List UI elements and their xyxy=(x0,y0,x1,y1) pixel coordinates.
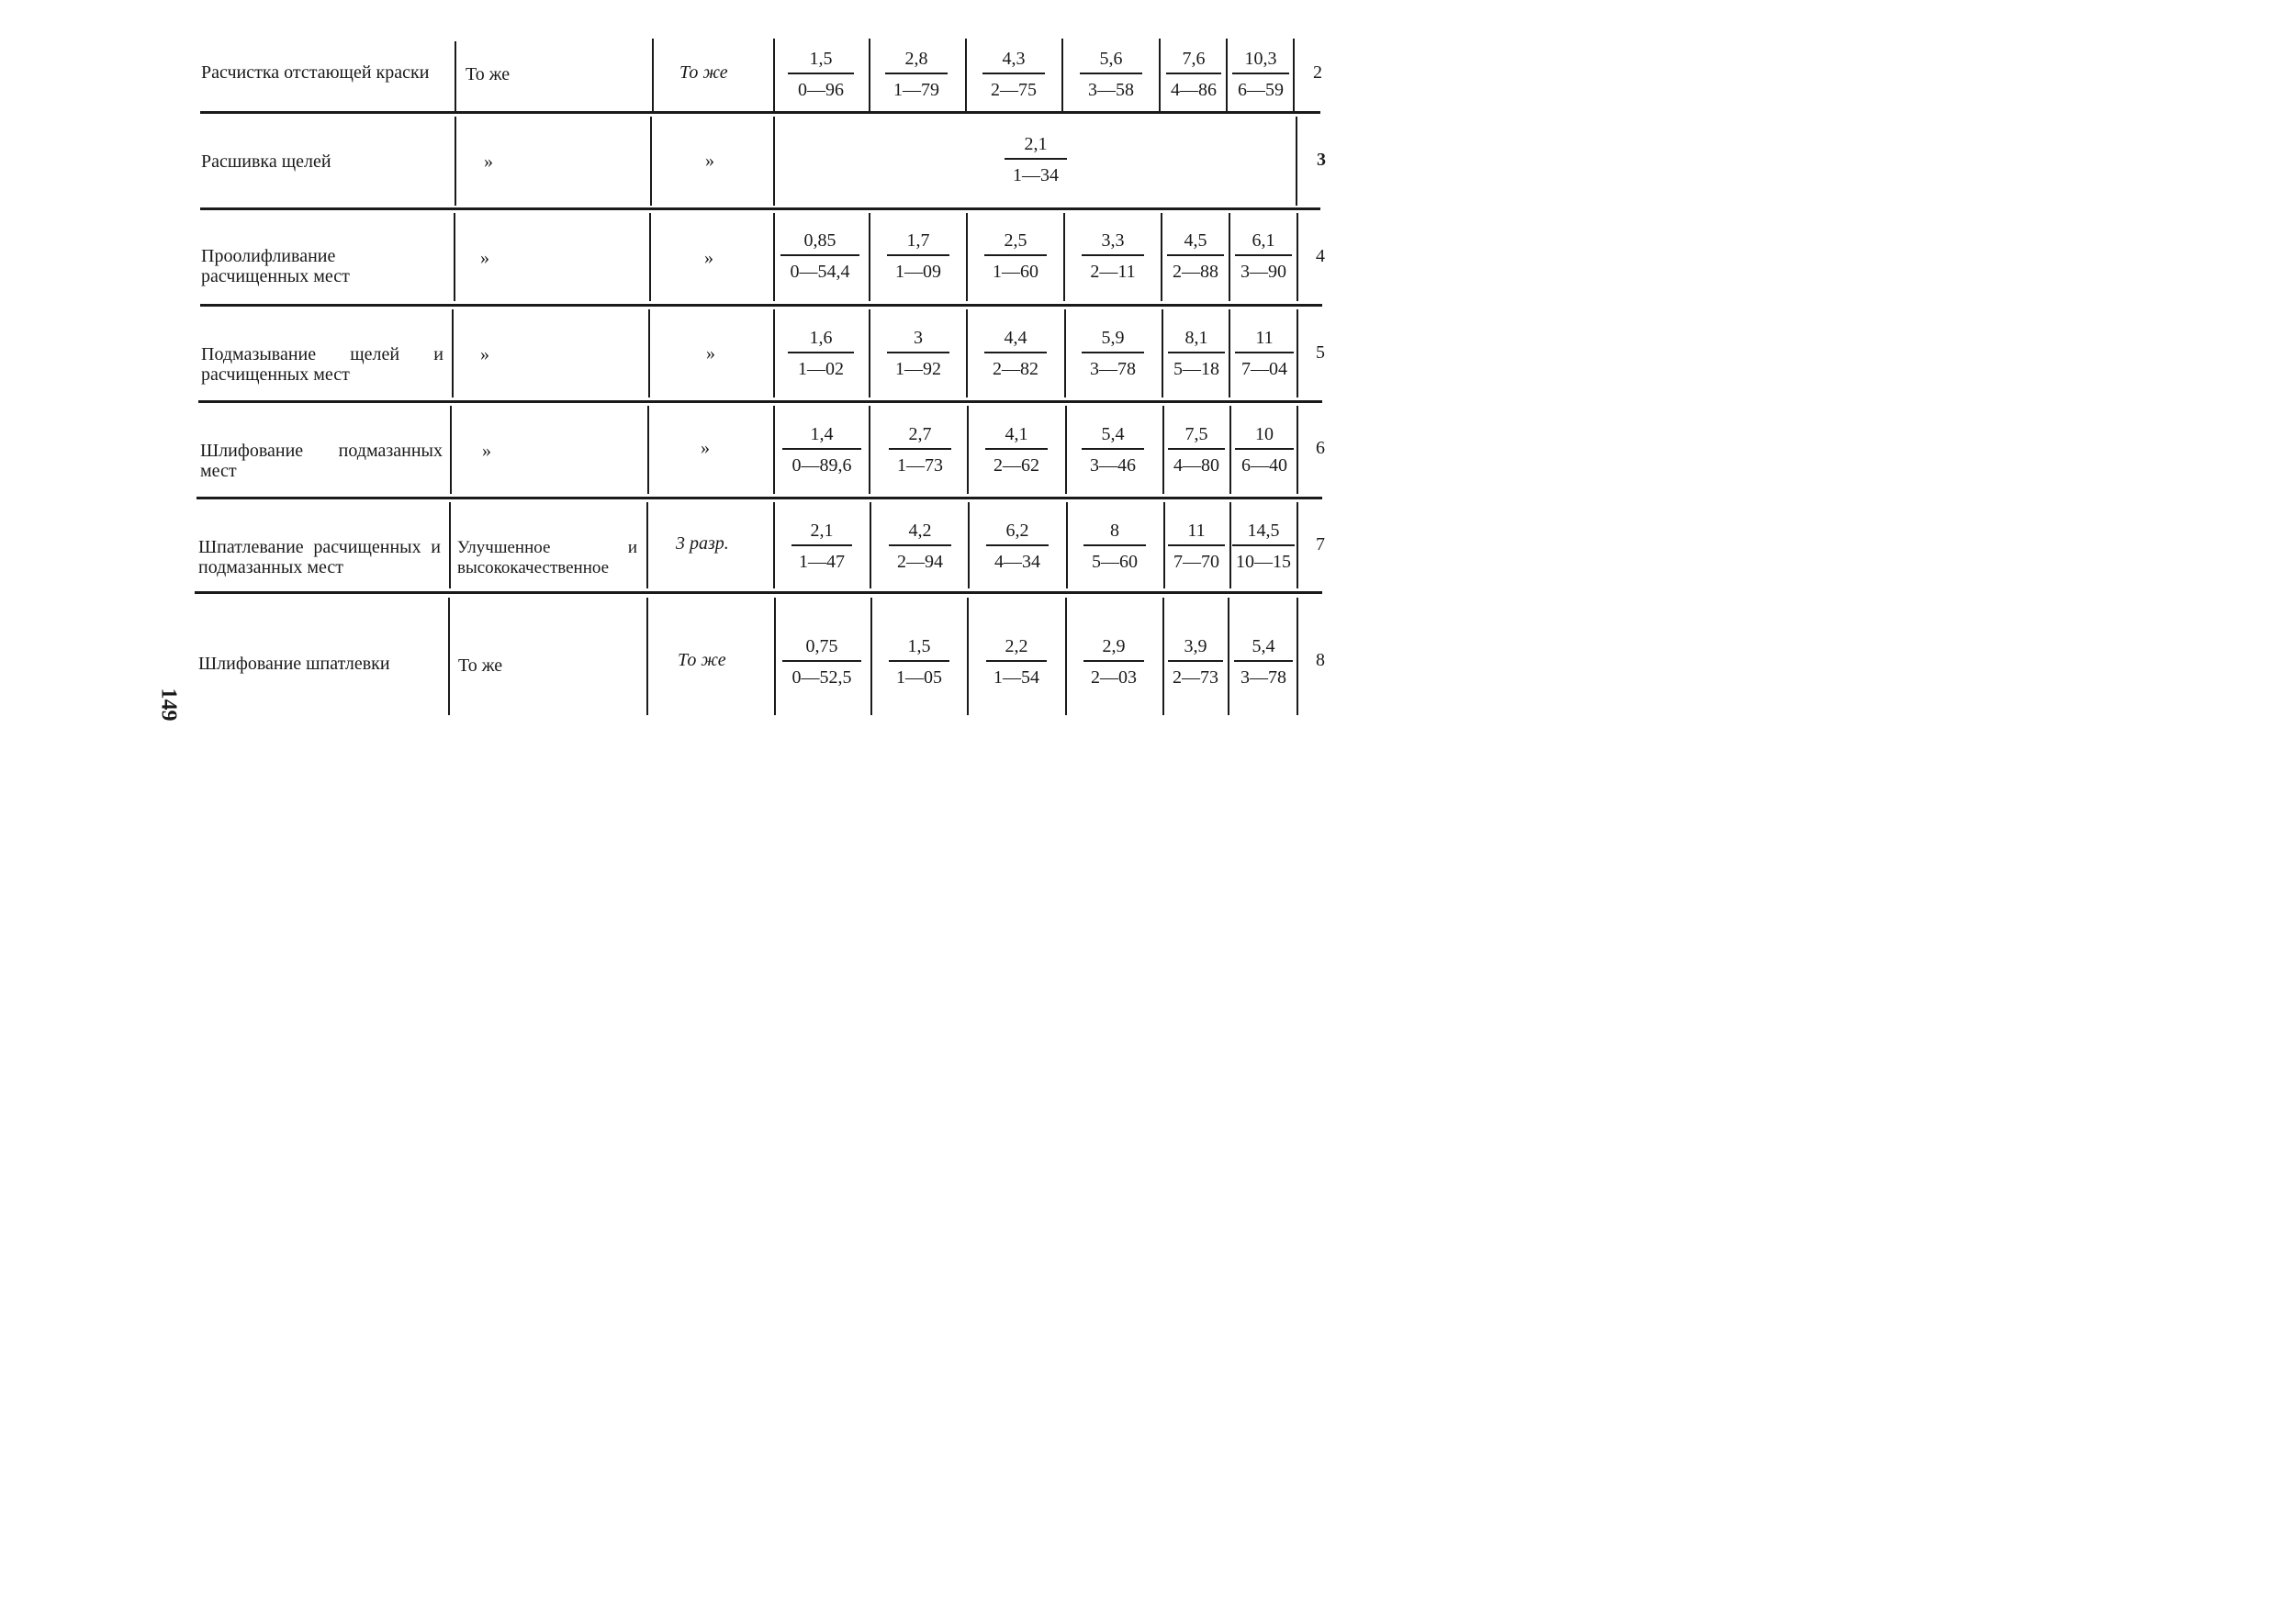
column-divider xyxy=(1229,406,1231,494)
price-value: 1—02 xyxy=(798,358,844,379)
column-divider xyxy=(452,309,454,398)
norm-fraction xyxy=(791,520,852,573)
norm-value: 1,5 xyxy=(907,636,931,656)
fraction-bar xyxy=(984,254,1047,256)
column-divider xyxy=(646,598,648,715)
norm-value: 2,2 xyxy=(1005,636,1028,656)
norm-fraction xyxy=(984,230,1047,283)
norm-fraction xyxy=(1166,48,1221,101)
norm-value: 3,9 xyxy=(1184,636,1207,656)
quality-cell: То же xyxy=(466,64,511,84)
norm-fraction xyxy=(889,635,949,689)
fraction-bar xyxy=(791,544,852,546)
norm-value: 5,9 xyxy=(1101,328,1125,348)
fraction-bar xyxy=(1005,158,1067,160)
grade-cell: » xyxy=(704,248,713,268)
norm-value: 2,1 xyxy=(810,521,834,541)
row-number: 6 xyxy=(1316,438,1325,458)
price-value: 4—34 xyxy=(994,551,1040,572)
norm-fraction xyxy=(887,230,949,283)
column-divider xyxy=(449,502,451,588)
work-name: Шлифование подмазанных мест xyxy=(200,441,443,481)
price-value: 3—58 xyxy=(1088,79,1134,100)
work-name: Подмазывание щелей и расчищенных мест xyxy=(201,344,443,385)
norm-fraction xyxy=(985,423,1048,476)
norm-value: 8 xyxy=(1110,521,1119,541)
fraction-bar xyxy=(1168,660,1223,662)
row-number: 4 xyxy=(1316,246,1325,266)
grade-cell: 3 разр. xyxy=(676,533,729,554)
column-divider xyxy=(1065,406,1067,494)
norm-fraction xyxy=(889,520,951,573)
price-value: 2—73 xyxy=(1173,666,1218,688)
column-divider xyxy=(773,406,775,494)
quality-cell: То же xyxy=(458,655,503,676)
norm-value: 6,1 xyxy=(1252,230,1275,251)
column-divider xyxy=(1229,309,1230,398)
price-value: 3—46 xyxy=(1090,454,1136,476)
fraction-bar xyxy=(984,352,1047,353)
column-divider xyxy=(967,406,969,494)
price-value: 1—05 xyxy=(896,666,942,688)
row-number: 2 xyxy=(1313,62,1322,83)
price-value: 6—40 xyxy=(1241,454,1287,476)
fraction-bar xyxy=(788,352,854,353)
column-divider xyxy=(1065,598,1067,715)
norm-value: 3,3 xyxy=(1101,230,1125,251)
norm-fraction xyxy=(1235,327,1294,380)
work-name: Шпатлевание расчищенных и подмазанных мест xyxy=(198,537,441,577)
norm-fraction xyxy=(889,423,951,476)
row-divider xyxy=(195,591,1322,594)
price-value: 1—92 xyxy=(895,358,941,379)
norm-fraction xyxy=(1083,635,1144,689)
norm-value: 4,2 xyxy=(908,521,932,541)
norm-fraction xyxy=(1168,423,1225,476)
column-divider xyxy=(773,39,775,111)
fraction-bar xyxy=(1235,352,1294,353)
norm-fraction xyxy=(1235,423,1294,476)
price-value: 3—78 xyxy=(1240,666,1286,688)
fraction-bar xyxy=(885,73,948,74)
grade-cell: » xyxy=(701,438,710,458)
price-value: 4—80 xyxy=(1173,454,1219,476)
column-divider xyxy=(1297,213,1298,301)
norm-value: 7,5 xyxy=(1184,424,1208,444)
row-number: 3 xyxy=(1317,150,1326,170)
norm-fraction xyxy=(982,48,1045,101)
column-divider xyxy=(1066,502,1068,588)
row-number: 7 xyxy=(1316,534,1325,554)
work-name: Расшивка щелей xyxy=(201,151,331,172)
fraction-bar xyxy=(1168,352,1225,353)
norm-value: 1,5 xyxy=(809,49,833,69)
fraction-bar xyxy=(887,254,949,256)
column-divider xyxy=(966,309,968,398)
row-divider xyxy=(196,497,1322,499)
column-divider xyxy=(1296,117,1297,206)
fraction-bar xyxy=(982,73,1045,74)
column-divider xyxy=(1297,406,1298,494)
fraction-bar xyxy=(889,660,949,662)
price-value: 3—78 xyxy=(1090,358,1136,379)
fraction-bar xyxy=(1082,352,1144,353)
quality-cell: Улучшенное и высококачественное xyxy=(457,538,637,577)
norm-value: 2,7 xyxy=(908,424,932,444)
norm-fraction xyxy=(788,327,854,380)
norm-value: 4,3 xyxy=(1002,49,1026,69)
price-value: 5—60 xyxy=(1092,551,1138,572)
price-value: 1—73 xyxy=(897,454,943,476)
column-divider xyxy=(1159,39,1161,111)
norm-value: 11 xyxy=(1187,521,1206,541)
norm-value: 5,4 xyxy=(1101,424,1125,444)
norm-fraction xyxy=(1232,48,1289,101)
norm-value: 5,6 xyxy=(1099,49,1123,69)
norm-value: 10,3 xyxy=(1244,49,1277,69)
norm-value: 8,1 xyxy=(1184,328,1208,348)
norm-value: 2,5 xyxy=(1004,230,1027,251)
norm-fraction xyxy=(1167,230,1224,283)
fraction-bar xyxy=(780,254,859,256)
price-value: 2—88 xyxy=(1173,261,1218,282)
column-divider xyxy=(1293,39,1295,111)
grade-cell: » xyxy=(705,151,714,171)
quality-cell: » xyxy=(480,248,489,268)
norm-fraction xyxy=(1235,230,1292,283)
price-value: 0—52,5 xyxy=(791,666,852,688)
norm-fraction xyxy=(1232,520,1295,573)
column-divider xyxy=(1229,213,1230,301)
fraction-bar xyxy=(985,448,1048,450)
fraction-bar xyxy=(1168,448,1225,450)
norm-value: 3 xyxy=(914,328,923,348)
norm-value: 6,2 xyxy=(1005,521,1029,541)
column-divider xyxy=(773,213,775,301)
work-name: Проолифливание расчищенных мест xyxy=(201,246,350,286)
norm-fraction xyxy=(1082,327,1144,380)
column-divider xyxy=(649,213,651,301)
fraction-bar xyxy=(1082,254,1144,256)
fraction-bar xyxy=(1082,448,1144,450)
fraction-bar xyxy=(1235,448,1294,450)
column-divider xyxy=(1297,598,1298,715)
price-value: 1—60 xyxy=(993,261,1038,282)
price-value: 0—96 xyxy=(798,79,844,100)
column-divider xyxy=(773,309,775,398)
price-value: 1—34 xyxy=(1013,164,1059,185)
price-value: 2—82 xyxy=(993,358,1038,379)
price-value: 2—03 xyxy=(1091,666,1137,688)
norm-fraction xyxy=(1005,133,1067,186)
column-divider xyxy=(773,117,775,206)
column-divider xyxy=(774,598,776,715)
column-divider xyxy=(1161,213,1162,301)
column-divider xyxy=(1162,406,1164,494)
column-divider xyxy=(1162,309,1163,398)
column-divider xyxy=(450,406,452,494)
column-divider xyxy=(1297,502,1298,588)
fraction-bar xyxy=(782,448,861,450)
quality-cell: » xyxy=(482,441,491,461)
column-divider xyxy=(646,502,648,588)
fraction-bar xyxy=(1083,544,1146,546)
norm-value: 1,7 xyxy=(906,230,930,251)
fraction-bar xyxy=(889,544,951,546)
norm-value: 14,5 xyxy=(1247,521,1280,541)
norm-fraction xyxy=(984,327,1047,380)
price-value: 6—59 xyxy=(1238,79,1284,100)
row-number: 5 xyxy=(1316,342,1325,363)
grade-cell: » xyxy=(706,343,715,364)
column-divider xyxy=(1061,39,1063,111)
fraction-bar xyxy=(986,660,1047,662)
column-divider xyxy=(773,502,775,588)
fraction-bar xyxy=(1232,544,1295,546)
fraction-bar xyxy=(1234,660,1293,662)
page-number: 149 xyxy=(156,688,181,722)
price-value: 1—09 xyxy=(895,261,941,282)
grade-cell: То же xyxy=(679,62,728,83)
fraction-bar xyxy=(788,73,854,74)
column-divider xyxy=(652,39,654,111)
norm-fraction xyxy=(1082,423,1144,476)
norm-fraction xyxy=(1082,230,1144,283)
norm-fraction xyxy=(782,635,861,689)
price-value: 0—54,4 xyxy=(790,261,850,282)
norm-fraction xyxy=(782,423,861,476)
norm-value: 2,9 xyxy=(1102,636,1126,656)
column-divider xyxy=(1163,502,1165,588)
work-name: Шлифование шпатлевки xyxy=(198,654,390,674)
grade-cell: То же xyxy=(678,650,726,670)
norm-value: 10 xyxy=(1255,424,1274,444)
price-value: 2—75 xyxy=(991,79,1037,100)
column-divider xyxy=(1064,309,1066,398)
norm-fraction xyxy=(1080,48,1142,101)
column-divider xyxy=(869,39,870,111)
price-value: 1—79 xyxy=(893,79,939,100)
norm-fraction xyxy=(885,48,948,101)
column-divider xyxy=(648,309,650,398)
norm-fraction xyxy=(986,635,1047,689)
norm-fraction xyxy=(1083,520,1146,573)
fraction-bar xyxy=(1166,73,1221,74)
row-divider xyxy=(200,111,1320,114)
norm-value: 0,85 xyxy=(803,230,836,251)
work-name: Расчистка отстающей краски xyxy=(201,62,430,83)
quality-cell: » xyxy=(484,151,493,172)
column-divider xyxy=(455,117,456,206)
row-number: 8 xyxy=(1316,650,1325,670)
norm-value: 1,4 xyxy=(810,424,834,444)
fraction-bar xyxy=(1235,254,1292,256)
fraction-bar xyxy=(1168,544,1225,546)
column-divider xyxy=(454,213,455,301)
column-divider xyxy=(1297,309,1298,398)
norm-value: 1,6 xyxy=(809,328,833,348)
column-divider xyxy=(965,39,967,111)
norm-value: 4,4 xyxy=(1004,328,1027,348)
column-divider xyxy=(647,406,649,494)
norm-value: 0,75 xyxy=(805,636,838,656)
norm-fraction xyxy=(887,327,949,380)
price-value: 2—11 xyxy=(1090,261,1136,282)
column-divider xyxy=(1063,213,1065,301)
column-divider xyxy=(968,502,970,588)
price-value: 5—18 xyxy=(1173,358,1219,379)
price-value: 3—90 xyxy=(1240,261,1286,282)
price-value: 2—94 xyxy=(897,551,943,572)
norm-value: 2,1 xyxy=(1024,134,1048,154)
norm-fraction xyxy=(788,48,854,101)
price-value: 2—62 xyxy=(993,454,1039,476)
price-value: 7—04 xyxy=(1241,358,1287,379)
price-value: 1—54 xyxy=(993,666,1039,688)
row-divider xyxy=(198,400,1322,403)
quality-cell: » xyxy=(480,344,489,364)
column-divider xyxy=(966,213,968,301)
document-page xyxy=(0,0,1420,1007)
column-divider xyxy=(869,309,870,398)
fraction-bar xyxy=(889,448,951,450)
column-divider xyxy=(869,213,870,301)
norm-value: 2,8 xyxy=(904,49,928,69)
column-divider xyxy=(1226,39,1228,111)
norm-value: 7,6 xyxy=(1182,49,1206,69)
column-divider xyxy=(1162,598,1164,715)
column-divider xyxy=(448,598,450,715)
norm-fraction xyxy=(986,520,1049,573)
norm-fraction xyxy=(1234,635,1293,689)
norm-value: 4,1 xyxy=(1005,424,1028,444)
price-value: 1—47 xyxy=(799,551,845,572)
norm-value: 4,5 xyxy=(1184,230,1207,251)
column-divider xyxy=(869,406,870,494)
price-value: 0—89,6 xyxy=(791,454,852,476)
column-divider xyxy=(870,598,872,715)
fraction-bar xyxy=(1080,73,1142,74)
row-divider xyxy=(200,207,1320,210)
fraction-bar xyxy=(1232,73,1289,74)
fraction-bar xyxy=(887,352,949,353)
norm-fraction xyxy=(1168,520,1225,573)
fraction-bar xyxy=(782,660,861,662)
fraction-bar xyxy=(986,544,1049,546)
column-divider xyxy=(967,598,969,715)
norm-fraction xyxy=(1168,327,1225,380)
column-divider xyxy=(1229,502,1231,588)
norm-value: 11 xyxy=(1255,328,1274,348)
norm-fraction xyxy=(1168,635,1223,689)
fraction-bar xyxy=(1167,254,1224,256)
row-divider xyxy=(200,304,1322,307)
norm-value: 5,4 xyxy=(1252,636,1275,656)
norm-fraction xyxy=(780,230,859,283)
price-value: 4—86 xyxy=(1171,79,1217,100)
column-divider xyxy=(870,502,871,588)
column-divider xyxy=(1228,598,1229,715)
fraction-bar xyxy=(1083,660,1144,662)
column-divider xyxy=(455,41,456,111)
price-value: 10—15 xyxy=(1236,551,1291,572)
price-value: 7—70 xyxy=(1173,551,1219,572)
column-divider xyxy=(650,117,652,206)
